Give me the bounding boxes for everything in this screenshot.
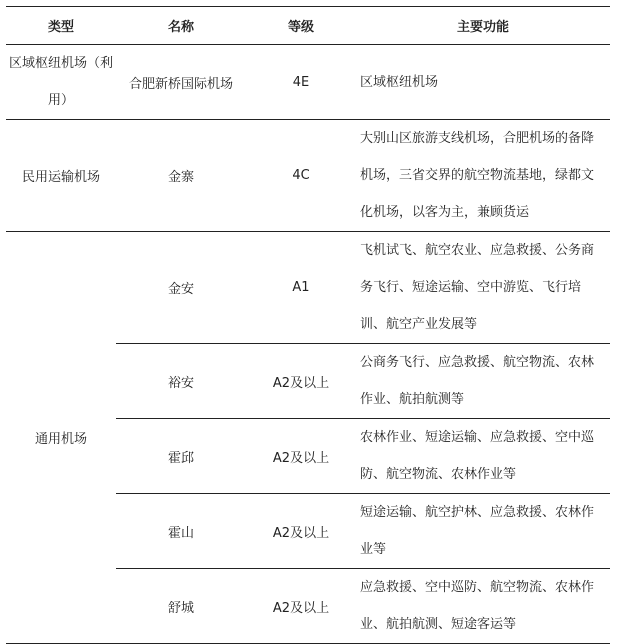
function-cell: 大别山区旅游支线机场，合肥机场的备降机场，三省交界的航空物流基地，绿都文化机场，以客为主，兼顾货运 [360, 131, 595, 220]
header-type: 类型 [47, 20, 74, 35]
name-cell: 舒城 [167, 600, 194, 616]
level-cell: A1 [292, 280, 310, 295]
airport-table [6, 6, 610, 644]
type-cell: 通用机场 [34, 432, 87, 447]
name-cell: 金安 [167, 282, 194, 297]
level-cell: A2及以上 [272, 375, 330, 391]
name-cell: 霍邱 [167, 450, 194, 466]
header-name: 名称 [167, 20, 194, 35]
name-cell: 霍山 [167, 525, 194, 541]
function-cell: 飞机试飞、航空农业、应急救援、公务商务飞行、短途运输、空中游览、飞行培训、航空产业发展等 [360, 243, 595, 332]
name-cell: 金寨 [167, 170, 194, 185]
level-cell: A2及以上 [272, 450, 330, 466]
name-cell: 合肥新桥国际机场 [128, 76, 233, 92]
function-cell: 区域枢纽机场 [360, 74, 439, 90]
function-cell: 应急救援、空中巡防、航空物流、农林作业、航拍航测、短途客运等 [360, 580, 595, 632]
function-cell: 短途运输、航空护林、应急救援、农林作业等 [360, 505, 595, 557]
level-cell: A2及以上 [272, 600, 330, 616]
name-cell: 裕安 [167, 375, 194, 391]
header-function: 主要功能 [456, 20, 509, 35]
type-cell: 区域枢纽机场（利用） [8, 56, 113, 108]
level-cell: A2及以上 [272, 525, 330, 541]
function-cell: 公商务飞行、应急救援、航空物流、农林作业、航拍航测等 [360, 355, 595, 407]
table-row [6, 120, 610, 232]
table-header-row [6, 7, 610, 45]
function-cell: 农林作业、短途运输、应急救援、空中巡防、航空物流、农林作业等 [360, 430, 595, 482]
level-cell: 4C [292, 168, 310, 183]
table-row [6, 45, 610, 120]
header-level: 等级 [287, 20, 314, 35]
type-cell: 民用运输机场 [21, 170, 100, 185]
table-row [6, 232, 610, 344]
level-cell: 4E [292, 74, 310, 90]
